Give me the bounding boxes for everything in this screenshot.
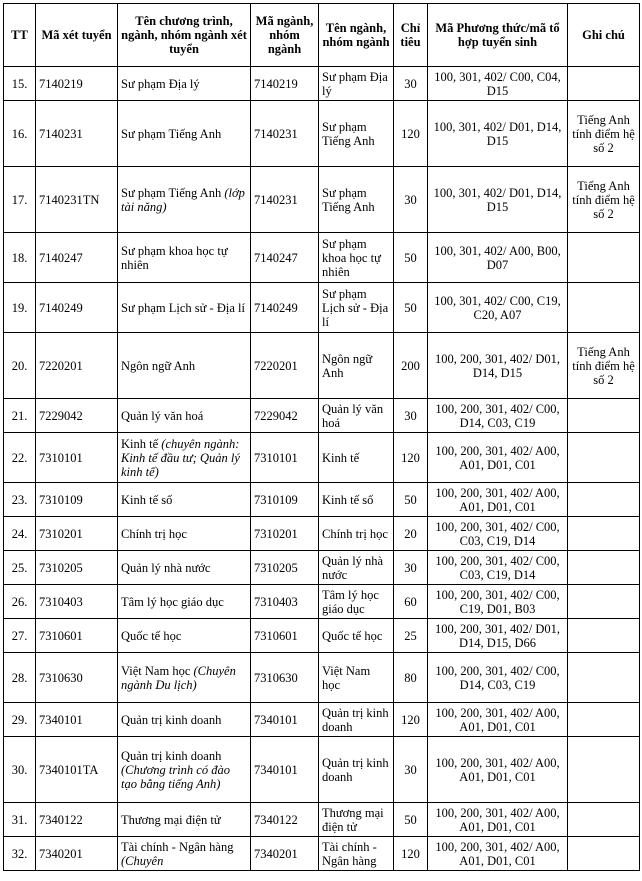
row-methods: 100, 200, 301, 402/ A00, A01, D01, C01 (428, 483, 568, 517)
row-program-name (118, 333, 251, 399)
row-quota: 30 (394, 167, 428, 233)
row-methods: 100, 200, 301, 402/ D01, D14, D15, D66 (428, 619, 568, 653)
row-program-name (118, 653, 251, 703)
header-ten-nganh: Tên ngành, nhóm ngành (319, 4, 394, 67)
row-code: 7229042 (36, 399, 118, 433)
row-quota: 50 (394, 283, 428, 333)
row-major-code: 7340101 (251, 737, 319, 803)
program-name-text: Quản trị kinh doanh (121, 748, 222, 763)
row-note: Tiếng Anh tính điểm hệ số 2 (568, 167, 640, 233)
row-program-name (118, 737, 251, 803)
row-note (568, 737, 640, 803)
row-major-name: Thương mại điện tử (319, 803, 394, 837)
row-methods: 100, 200, 301, 402/ D01, D14, D15 (428, 333, 568, 399)
program-name-text: Quản trị kinh doanh (121, 712, 222, 727)
program-name-text: Chính trị học (121, 526, 187, 541)
row-code: 7310109 (36, 483, 118, 517)
row-note (568, 837, 640, 871)
row-tt: 21. (4, 399, 36, 433)
row-code: 7310630 (36, 653, 118, 703)
row-note (568, 551, 640, 585)
table-row (4, 803, 640, 837)
row-quota: 20 (394, 517, 428, 551)
row-quota: 200 (394, 333, 428, 399)
row-program-name (118, 101, 251, 167)
row-major-code: 7310630 (251, 653, 319, 703)
row-code: 7310201 (36, 517, 118, 551)
row-note (568, 653, 640, 703)
row-tt: 32. (4, 837, 36, 871)
program-name-text: Sư phạm Tiếng Anh (121, 185, 222, 200)
table-row (4, 517, 640, 551)
row-tt: 27. (4, 619, 36, 653)
row-code: 7340122 (36, 803, 118, 837)
row-code: 7310101 (36, 433, 118, 483)
row-methods: 100, 301, 402/ D01, D14, D15 (428, 101, 568, 167)
table-row (4, 483, 640, 517)
program-name-text: Quản lý văn hoá (121, 408, 204, 423)
row-methods: 100, 200, 301, 402/ C00, D14, C03, C19 (428, 653, 568, 703)
row-methods: 100, 301, 402/ C00, C04, D15 (428, 67, 568, 101)
row-major-code: 7140219 (251, 67, 319, 101)
table-row (4, 551, 640, 585)
header-ghi-chu: Ghi chú (568, 4, 640, 67)
row-program-name (118, 585, 251, 619)
row-quota: 120 (394, 101, 428, 167)
table-row (4, 67, 640, 101)
row-tt: 19. (4, 283, 36, 333)
row-methods: 100, 301, 402/ A00, B00, D07 (428, 233, 568, 283)
header-tt: TT (4, 4, 36, 67)
program-name-text: Tài chính - Ngân hàng (121, 839, 234, 854)
row-code: 7140231 (36, 101, 118, 167)
row-tt: 17. (4, 167, 36, 233)
row-code: 7340101TA (36, 737, 118, 803)
row-major-code: 7220201 (251, 333, 319, 399)
row-program-name (118, 551, 251, 585)
row-quota: 120 (394, 837, 428, 871)
table-row (4, 703, 640, 737)
row-program-name (118, 399, 251, 433)
row-note (568, 483, 640, 517)
row-quota: 60 (394, 585, 428, 619)
row-tt: 22. (4, 433, 36, 483)
row-major-code: 7310601 (251, 619, 319, 653)
row-tt: 20. (4, 333, 36, 399)
table-row (4, 585, 640, 619)
row-code: 7140249 (36, 283, 118, 333)
row-quota: 120 (394, 703, 428, 737)
row-major-code: 7340101 (251, 703, 319, 737)
header-ten-chuong-trinh: Tên chương trình, ngành, nhóm ngành xét tuyển (118, 4, 251, 67)
row-major-code: 7140231 (251, 101, 319, 167)
program-name-note: (Chuyên ngành Du lịch) (121, 663, 236, 692)
row-methods: 100, 200, 301, 402/ A00, A01, D01, C01 (428, 737, 568, 803)
row-major-name: Sư phạm Địa lý (319, 67, 394, 101)
header-row (4, 4, 640, 67)
row-methods: 100, 200, 301, 402/ C00, C03, C19, D14 (428, 517, 568, 551)
table-row (4, 333, 640, 399)
row-major-name: Kinh tế (319, 433, 394, 483)
row-program-name (118, 619, 251, 653)
table-row (4, 399, 640, 433)
row-major-code: 7340201 (251, 837, 319, 871)
table-row (4, 233, 640, 283)
row-program-name (118, 67, 251, 101)
row-major-name: Sư phạm Lịch sử - Địa lí (319, 283, 394, 333)
header-chi-tieu: Chỉ tiêu (394, 4, 428, 67)
row-program-name (118, 167, 251, 233)
row-tt: 15. (4, 67, 36, 101)
header-ma-phuong-thuc: Mã Phương thức/mã tổ hợp tuyển sinh (428, 4, 568, 67)
row-code: 7340201 (36, 837, 118, 871)
row-major-name: Ngôn ngữ Anh (319, 333, 394, 399)
row-code: 7310601 (36, 619, 118, 653)
program-name-text: Sư phạm khoa học tự nhiên (121, 243, 228, 272)
row-quota: 30 (394, 551, 428, 585)
row-quota: 30 (394, 399, 428, 433)
program-name-text: Kinh tế (121, 436, 159, 451)
program-name-text: Quốc tế học (121, 628, 182, 643)
row-code: 7340101 (36, 703, 118, 737)
table-row (4, 167, 640, 233)
table-row (4, 433, 640, 483)
program-name-text: Sư phạm Địa lý (121, 76, 200, 91)
row-major-name: Chính trị học (319, 517, 394, 551)
row-major-name: Sư phạm khoa học tự nhiên (319, 233, 394, 283)
row-tt: 25. (4, 551, 36, 585)
program-name-text: Ngôn ngữ Anh (121, 358, 196, 373)
row-tt: 23. (4, 483, 36, 517)
row-program-name (118, 433, 251, 483)
program-name-note: (chuyên ngành: Kinh tế đầu tư; Quản lý kinh tế) (121, 436, 240, 479)
program-name-note: (Chương trình có đào tạo bằng tiếng Anh) (121, 762, 230, 791)
row-quota: 30 (394, 737, 428, 803)
program-name-text: Việt Nam học (121, 663, 191, 678)
row-program-name (118, 233, 251, 283)
table-row (4, 283, 640, 333)
row-major-name: Sư phạm Tiếng Anh (319, 101, 394, 167)
row-major-name: Quốc tế học (319, 619, 394, 653)
row-major-name: Quản lý nhà nước (319, 551, 394, 585)
program-name-text: Quản lý nhà nước (121, 560, 211, 575)
table-row (4, 737, 640, 803)
row-major-code: 7310101 (251, 433, 319, 483)
row-methods: 100, 200, 301, 402/ C00, C19, D01, B03 (428, 585, 568, 619)
row-quota: 30 (394, 67, 428, 101)
row-quota: 80 (394, 653, 428, 703)
row-code: 7310403 (36, 585, 118, 619)
row-program-name (118, 837, 251, 871)
row-methods: 100, 200, 301, 402/ A00, A01, D01, C01 (428, 803, 568, 837)
row-major-code: 7310205 (251, 551, 319, 585)
row-major-code: 7310109 (251, 483, 319, 517)
row-major-name: Quản trị kinh doanh (319, 737, 394, 803)
row-program-name (118, 483, 251, 517)
row-major-code: 7140231 (251, 167, 319, 233)
table-row (4, 837, 640, 871)
program-name-note: (lớp tài năng) (121, 185, 245, 214)
row-quota: 50 (394, 803, 428, 837)
row-major-code: 7340122 (251, 803, 319, 837)
row-major-code: 7310403 (251, 585, 319, 619)
row-tt: 26. (4, 585, 36, 619)
row-note: Tiếng Anh tính điểm hệ số 2 (568, 101, 640, 167)
row-note (568, 283, 640, 333)
row-methods: 100, 301, 402/ C00, C19, C20, A07 (428, 283, 568, 333)
row-code: 7140247 (36, 233, 118, 283)
program-name-text: Sư phạm Tiếng Anh (121, 126, 222, 141)
row-major-code: 7229042 (251, 399, 319, 433)
row-quota: 50 (394, 233, 428, 283)
admission-table (3, 3, 640, 871)
row-note (568, 517, 640, 551)
row-quota: 25 (394, 619, 428, 653)
row-tt: 24. (4, 517, 36, 551)
program-name-text: Tâm lý học giáo dục (121, 594, 224, 609)
row-methods: 100, 200, 301, 402/ A00, A01, D01, C01 (428, 703, 568, 737)
row-note (568, 67, 640, 101)
row-note (568, 703, 640, 737)
row-code: 7220201 (36, 333, 118, 399)
row-methods: 100, 200, 301, 402/ C00, D14, C03, C19 (428, 399, 568, 433)
row-code: 7140219 (36, 67, 118, 101)
row-program-name (118, 803, 251, 837)
table-row (4, 101, 640, 167)
row-tt: 16. (4, 101, 36, 167)
row-methods: 100, 200, 301, 402/ C00, C03, C19, D14 (428, 551, 568, 585)
row-program-name (118, 517, 251, 551)
program-name-text: Thương mại điện tử (121, 812, 221, 827)
row-major-name: Quản lý văn hoá (319, 399, 394, 433)
row-major-name: Kinh tế số (319, 483, 394, 517)
row-quota: 120 (394, 433, 428, 483)
header-ma-nganh: Mã ngành, nhóm ngành (251, 4, 319, 67)
row-tt: 28. (4, 653, 36, 703)
row-note (568, 433, 640, 483)
table-row (4, 653, 640, 703)
row-quota: 50 (394, 483, 428, 517)
row-major-code: 7140247 (251, 233, 319, 283)
row-note (568, 803, 640, 837)
row-tt: 29. (4, 703, 36, 737)
row-methods: 100, 200, 301, 402/ A00, A01, D01, C01 (428, 837, 568, 871)
row-tt: 31. (4, 803, 36, 837)
row-note (568, 233, 640, 283)
program-name-note: (Chuyên (121, 853, 164, 868)
row-program-name (118, 703, 251, 737)
row-major-name: Quản trị kinh doanh (319, 703, 394, 737)
row-program-name (118, 283, 251, 333)
row-note (568, 399, 640, 433)
program-name-text: Sư phạm Lịch sử - Địa lí (121, 300, 245, 315)
row-major-name: Tâm lý học giáo dục (319, 585, 394, 619)
row-code: 7140231TN (36, 167, 118, 233)
table-row (4, 619, 640, 653)
row-major-name: Sư phạm Tiếng Anh (319, 167, 394, 233)
row-note: Tiếng Anh tính điểm hệ số 2 (568, 333, 640, 399)
row-major-code: 7140249 (251, 283, 319, 333)
row-major-name: Việt Nam học (319, 653, 394, 703)
row-tt: 30. (4, 737, 36, 803)
row-note (568, 619, 640, 653)
row-major-code: 7310201 (251, 517, 319, 551)
row-methods: 100, 301, 402/ D01, D14, D15 (428, 167, 568, 233)
row-code: 7310205 (36, 551, 118, 585)
header-ma-xet-tuyen: Mã xét tuyển (36, 4, 118, 67)
row-major-name: Tài chính - Ngân hàng (319, 837, 394, 871)
row-note (568, 585, 640, 619)
row-methods: 100, 200, 301, 402/ A00, A01, D01, C01 (428, 433, 568, 483)
row-tt: 18. (4, 233, 36, 283)
program-name-text: Kinh tế số (121, 492, 173, 507)
